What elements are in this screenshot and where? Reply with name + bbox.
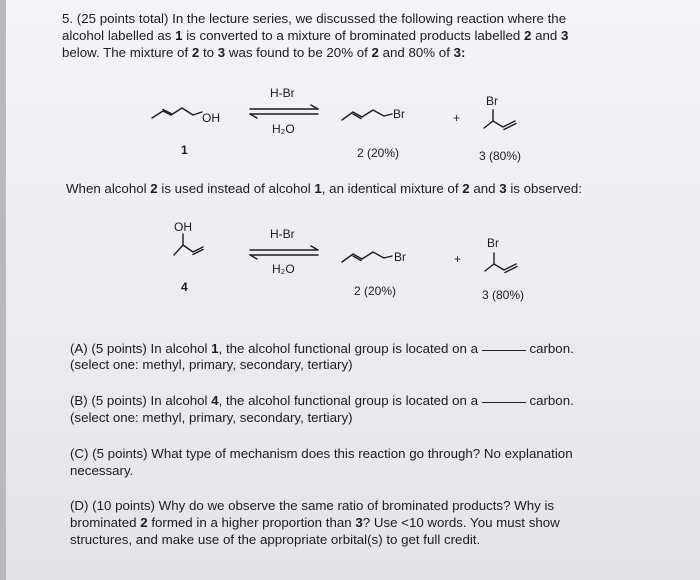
- compound-2-structure-b: [342, 252, 392, 262]
- bromine-label-2b: Br: [394, 250, 406, 264]
- intro-text: below. The mixture of: [62, 45, 192, 60]
- compound-ref: 2: [371, 45, 379, 60]
- compound-ref: 3: [499, 181, 507, 196]
- part-a-line-1: [70, 340, 630, 357]
- middle-sentence: [66, 180, 582, 197]
- intro-text: was found to be 20% of: [225, 45, 372, 60]
- intro-text: is converted to a mixture of brominated products labelled: [182, 28, 524, 43]
- middle-text: is used instead of alcohol: [157, 181, 315, 196]
- part-d-text: formed in a higher proportion than: [147, 515, 356, 530]
- reagent-water-1: H₂O: [272, 122, 295, 136]
- hydroxyl-label-1: OH: [202, 111, 220, 125]
- part-a-text: (A) (5 points) In alcohol: [70, 341, 212, 356]
- compound-ref: 2: [140, 515, 148, 530]
- compound-3-structure: [484, 110, 516, 130]
- middle-text: , an identical mixture of: [321, 181, 463, 196]
- compound-2-structure: [342, 110, 392, 120]
- intro-text: and: [531, 28, 561, 43]
- compound-3-structure-b: [485, 253, 517, 273]
- plus-sign-1: +: [453, 111, 461, 125]
- compound-ref: 3:: [453, 45, 466, 60]
- intro-text: alcohol labelled as: [62, 28, 176, 43]
- hydroxyl-label-4: OH: [174, 220, 192, 234]
- compound-ref: 4: [211, 393, 219, 408]
- bromine-label-3: Br: [486, 94, 498, 108]
- part-d-line-2: [70, 514, 560, 531]
- compound-ref: 2: [462, 181, 470, 196]
- middle-text: is observed:: [506, 181, 583, 196]
- equilibrium-arrows-2: [250, 246, 318, 259]
- compound-1-structure: [152, 108, 202, 118]
- plus-sign-2: +: [454, 252, 462, 266]
- compound-ref: 2: [150, 181, 158, 196]
- compound-ref: 1: [314, 181, 322, 196]
- compound-ref: 3: [217, 45, 226, 60]
- question-number: 5. (25 points total): [62, 11, 169, 26]
- compound-4-label: 4: [181, 280, 188, 294]
- compound-ref: 2: [191, 45, 200, 60]
- part-a-suffix: carbon.: [529, 341, 574, 356]
- reagent-hbr-1: H-Br: [270, 86, 295, 100]
- product-3-yield-1: 3 (80%): [479, 149, 522, 163]
- part-d-line-1: (D) (10 points) Why do we observe the same ratio of brominated products? Why is: [70, 498, 555, 513]
- part-a-answer-blank[interactable]: [482, 349, 526, 351]
- compound-ref: 3: [355, 515, 363, 530]
- part-a-text: , the alcohol functional group is located on a: [218, 341, 479, 356]
- product-2-yield-1: 2 (20%): [357, 146, 400, 160]
- intro-text: and 80% of: [378, 45, 454, 60]
- reagent-water-2: H₂O: [272, 262, 295, 276]
- part-b-text: (B) (5 points) In alcohol: [70, 393, 212, 408]
- part-b-line-1: [70, 392, 630, 409]
- intro-text: to: [199, 45, 218, 60]
- bromine-label-2: Br: [393, 107, 405, 121]
- middle-text: and: [469, 181, 500, 196]
- compound-ref: 1: [211, 341, 219, 356]
- part-b-answer-blank[interactable]: [482, 401, 526, 403]
- compound-ref: 3: [560, 28, 569, 43]
- reaction-2: [174, 234, 517, 273]
- product-2-yield-2: 2 (20%): [354, 284, 397, 298]
- compound-1-label: 1: [181, 143, 188, 157]
- compound-ref: 1: [175, 28, 183, 43]
- compound-ref: 2: [523, 28, 532, 43]
- compound-4-structure: [174, 234, 203, 255]
- reagent-hbr-2: H-Br: [270, 227, 295, 241]
- part-b-options: (select one: methyl, primary, secondary, tertiary): [70, 410, 353, 425]
- part-d-line-3: structures, and make use of the appropriate orbital(s) to get full credit.: [70, 532, 481, 547]
- intro-text-1: In the lecture series, we discussed the following reaction where the: [172, 11, 567, 26]
- part-d-text: ? Use <10 words. You must show: [362, 515, 560, 530]
- part-b-text: , the alcohol functional group is located on a: [218, 393, 479, 408]
- product-3-yield-2: 3 (80%): [482, 288, 525, 302]
- part-c-line-2: necessary.: [70, 463, 134, 478]
- part-c-line-1: (C) (5 points) What type of mechanism does this reaction go through? No explanation: [70, 446, 573, 461]
- equilibrium-arrows-1: [250, 105, 318, 118]
- middle-text: When alcohol: [66, 181, 151, 196]
- part-d-text: brominated: [70, 515, 141, 530]
- bromine-label-3b: Br: [487, 236, 499, 250]
- part-b-suffix: carbon.: [529, 393, 574, 408]
- part-a-options: (select one: methyl, primary, secondary, tertiary): [70, 357, 353, 372]
